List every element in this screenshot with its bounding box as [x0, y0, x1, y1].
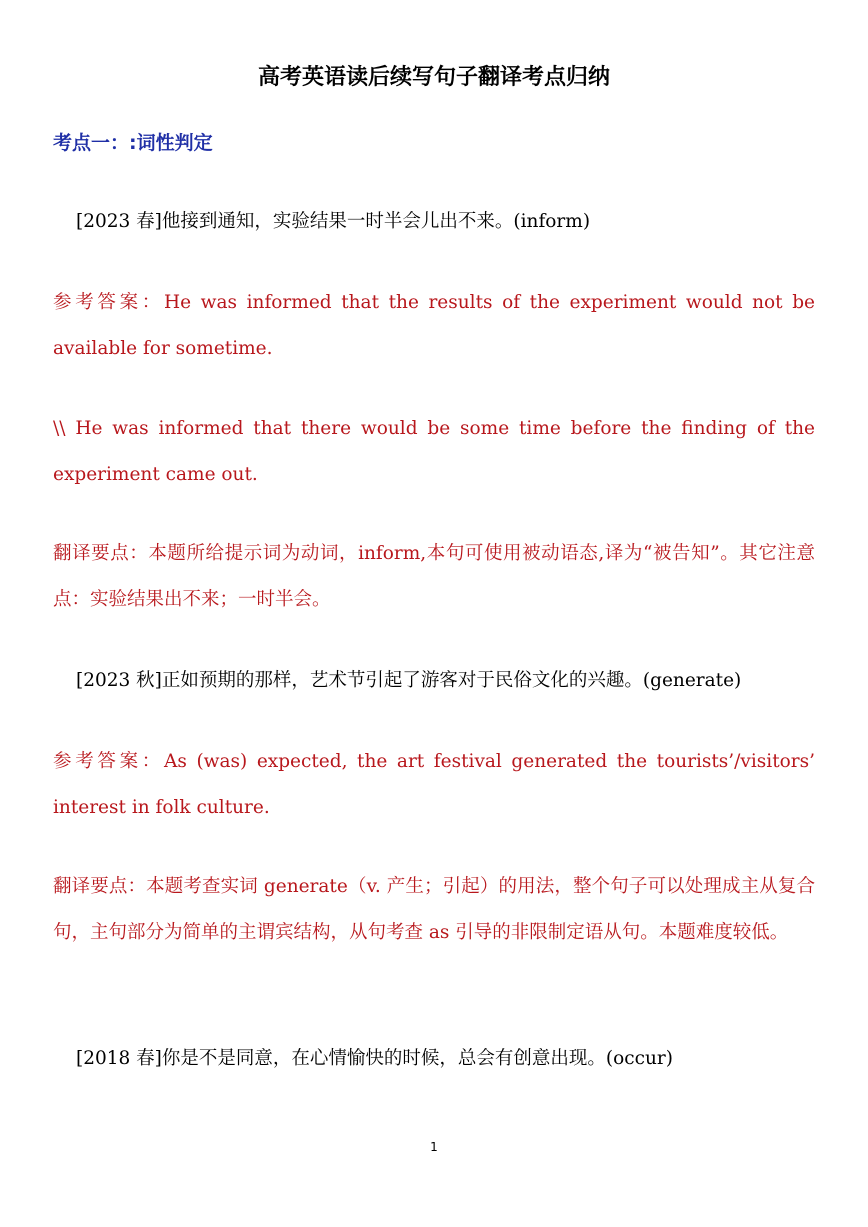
answer-1: 参考答案：He was informed that the results of the experiment would not be available for sometime. — [53, 292, 815, 359]
answer-1-alt: \\ He was informed that there would be some time before the finding of the experiment came out. — [53, 418, 815, 485]
question-1: [2023 春]他接到通知，实验结果一时半会儿出不来。(inform) — [76, 211, 591, 232]
notes-2: 翻译要点：本题考查实词 generate（v. 产生；引起）的用法，整个句子可以处理成主从复合句，主句部分为简单的主谓宾结构，从句考查 as 引导的非限制定语从句。本题难度较低。 — [53, 876, 815, 943]
notes-1: 翻译要点：本题所给提示词为动词，inform,本句可使用被动语态,译为“被告知”。其它注意点：实验结果出不来；一时半会。 — [53, 543, 815, 610]
section-heading: 考点一：:词性判定 — [53, 132, 213, 154]
answer-2: 参考答案：As (was) expected, the art festival generated the tourists’/visitors’ interest in folk culture. — [53, 751, 815, 818]
question-2: [2023 秋]正如预期的那样，艺术节引起了游客对于民俗文化的兴趣。(generate) — [76, 670, 742, 691]
question-3: [2018 春]你是不是同意，在心情愉快的时候，总会有创意出现。(occur) — [76, 1048, 673, 1069]
page-title: 高考英语读后续写句子翻译考点归纳 — [257, 65, 610, 90]
page-number: 1 — [430, 1140, 438, 1154]
